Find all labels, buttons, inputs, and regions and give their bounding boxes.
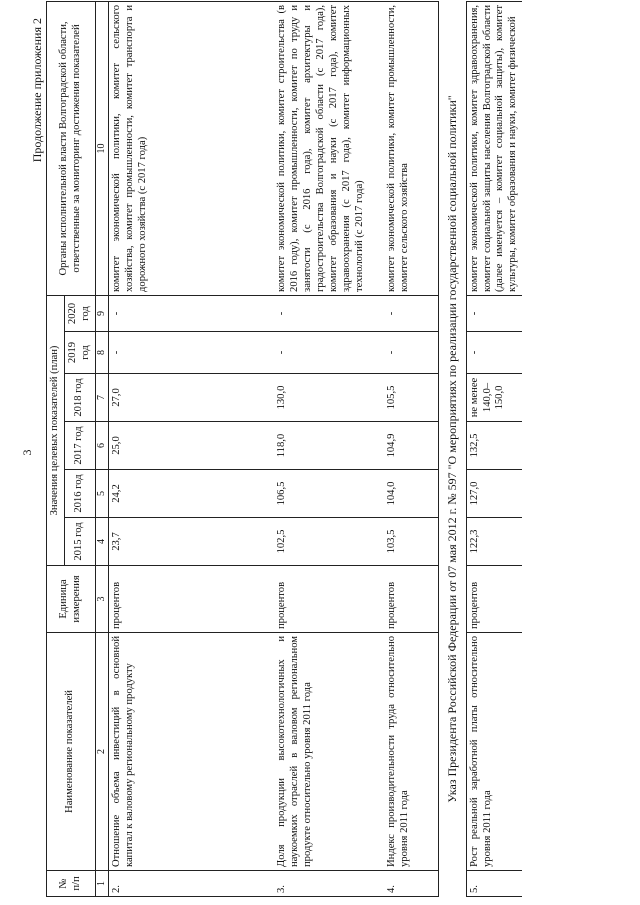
value-2015: 103,5: [384, 518, 438, 566]
header-year: 2015 год: [64, 518, 95, 566]
value-2017: 132,5: [466, 422, 522, 470]
header-number: № п/п: [47, 871, 96, 897]
value-2016: 104,0: [384, 470, 438, 518]
unit: процентов: [384, 566, 438, 633]
value-2017: 25,0: [108, 422, 274, 470]
value-2016: 24,2: [108, 470, 274, 518]
value-2019: -: [466, 332, 522, 374]
responsible-bodies: комитет экономической политики, комитет строительства (в 2016 году), комитет промышленности, комитет по труду и занятости (с 2016 года), комитет архитектуры и градостроительства Волгоградской области (с 2017 года), комитет образования и науки (с 2017 года), комитет здравоохранения (с 2017 года), комитет информационных технологий (с 2017 года): [274, 1, 384, 295]
value-2016: 127,0: [466, 470, 522, 518]
header-indicator-name: Наименование показателей: [47, 633, 96, 871]
indicator-name: Отношение объема инвестиций в основной капитал к валовому региональному продукту: [108, 633, 274, 871]
section-title: Указ Президента Российской Федерации от 07 мая 2012 г. № 597 "О мероприятиях по реализации государственной социальной политики": [438, 1, 466, 896]
responsible-bodies: комитет экономической политики, комитет промышленности, комитет сельского хозяйства: [384, 1, 438, 295]
header-year: 2017 год: [64, 422, 95, 470]
section-row: [438, 1, 466, 896]
value-2020: -: [384, 295, 438, 331]
value-2017: 104,9: [384, 422, 438, 470]
value-2019: -: [384, 332, 438, 374]
indicator-name: Индекс производительности труда относительно уровня 2011 года: [384, 633, 438, 871]
appendix-continuation-label: Продолжение приложения 2: [30, 18, 44, 163]
row-number: 5.: [466, 871, 522, 897]
value-2018: 130,0: [274, 374, 384, 422]
value-2020: -: [466, 295, 522, 331]
row-number: 4.: [384, 871, 438, 897]
value-2015: 122,3: [466, 518, 522, 566]
header-row-1: [47, 1, 65, 896]
value-2019: -: [274, 332, 384, 374]
header-year: 2019 год: [64, 332, 95, 374]
value-2019: -: [108, 332, 274, 374]
table-row: [384, 1, 438, 896]
column-number: 4: [95, 518, 108, 566]
page-number: 3: [20, 449, 34, 456]
indicator-name: Доля продукции высокотехнологичных и наукоемких отраслей в валовом региональном продукте относительно уровня 2011 года: [274, 633, 384, 871]
unit: процентов: [466, 566, 522, 633]
header-year: 2018 год: [64, 374, 95, 422]
column-number: 7: [95, 374, 108, 422]
unit: процентов: [274, 566, 384, 633]
value-2020: -: [274, 295, 384, 331]
targets-table: [46, 1, 522, 897]
column-number: 2: [95, 633, 108, 871]
value-2015: 23,7: [108, 518, 274, 566]
column-number: 9: [95, 295, 108, 331]
indicator-name: Рост реальной заработной платы относительно уровня 2011 года: [466, 633, 522, 871]
table-row: [274, 1, 384, 896]
value-2015: 102,5: [274, 518, 384, 566]
column-number: 6: [95, 422, 108, 470]
column-number: 10: [95, 1, 108, 295]
column-numbers-row: [95, 1, 108, 896]
unit: процентов: [108, 566, 274, 633]
column-number: 5: [95, 470, 108, 518]
row-number: 2.: [108, 871, 274, 897]
value-2018: не менее 140,0–150,0: [466, 374, 522, 422]
row-number: 3.: [274, 871, 384, 897]
header-year: 2016 год: [64, 470, 95, 518]
value-2018: 27,0: [108, 374, 274, 422]
value-2016: 106,5: [274, 470, 384, 518]
header-target-values: Значения целевых показателей (план): [47, 295, 65, 565]
value-2017: 118,0: [274, 422, 384, 470]
value-2018: 105,5: [384, 374, 438, 422]
column-number: 3: [95, 566, 108, 633]
column-number: 8: [95, 332, 108, 374]
header-unit: Единица измерения: [47, 566, 96, 633]
responsible-bodies: комитет экономической политики, комитет здравоохранения, комитет социальной защиты населения Волгоградской области (далее именуется – комитет социальной защиты), комитет культуры, комитет образования и науки, комитет физической: [466, 1, 522, 295]
header-responsible-bodies: Органы исполнительной власти Волгоградской области, ответственные за мониторинг достижения показателей: [47, 1, 96, 295]
table-row: [466, 1, 522, 896]
header-year: 2020 год: [64, 295, 95, 331]
column-number: 1: [95, 871, 108, 897]
responsible-bodies: комитет экономической политики, комитет сельского хозяйства, комитет промышленности, комитет транспорта и дорожного хозяйства (с 2017 года): [108, 1, 274, 295]
table-row: [108, 1, 274, 896]
value-2020: -: [108, 295, 274, 331]
